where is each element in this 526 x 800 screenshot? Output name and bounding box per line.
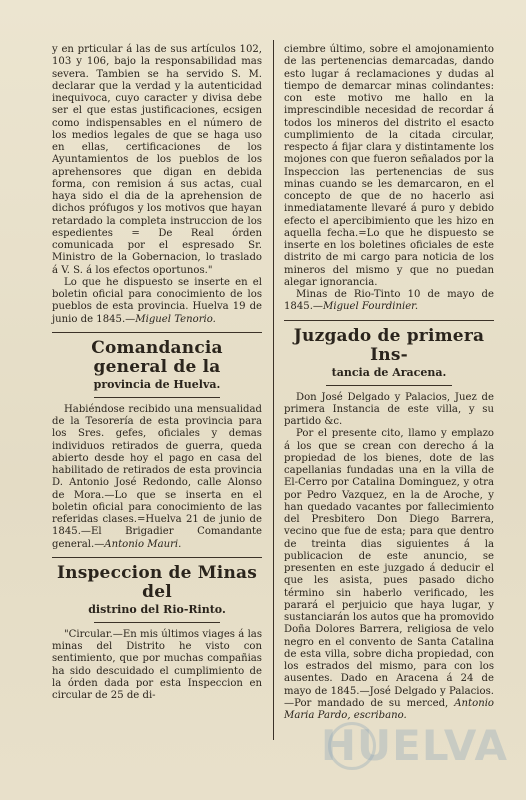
column-divider — [273, 40, 274, 740]
paragraph-emplazamiento — [284, 428, 494, 722]
publication-note-text: Lo que he dispuesto se inserte en el boletin oficial para conocimiento de los pueblos de esta provincia. Huelva 19 de junio de 1845.— — [52, 276, 262, 325]
signature-pardo: Antonio Maria Pardo, escribano. — [284, 697, 494, 721]
section-subtitle-inspeccion: distrino del Rio-Rinto. — [88, 602, 226, 616]
section-subdivider — [94, 622, 220, 623]
rio-tinto-date-text: Minas de Rio-Tinto 10 de mayo de 1845.— — [284, 289, 494, 313]
signature-tenorio: Miguel Tenorio. — [135, 313, 216, 325]
signature-fourdinier: Miguel Fourdinier. — [323, 301, 419, 313]
section-divider — [52, 557, 262, 558]
emplazamiento-text: Por el presente cito, llamo y emplazo á los que se crean con derecho á la propiedad de los bienes, dote de las capellanias fundadas una en la villa de El-Cerro por Catalina Dominguez, y otra por Pedro Vazquez, en la de Aroche, y han quedado vacantes por fallecimiento del Presbitero Don Diego Barrera, vecino que fue de esta; para que dentro de treinta dias siguientes á la publicacion de este anuncio, se presenten en este juzgado á deducir el que les asista, pues pasado dicho término sin haberlo verificado, les parará el perjuicio que haya lugar, y sustanciarán los autos que ha promovido Doña Dolores Barrera, religiosa de velo negro en el convento de Santa Catalina de esta villa, sobre dicha propiedad, con los estrados del mismo, para con los ausentes. Dado en Aracena á 24 de mayo de 1845.—José Delgado y Palacios.—Por mandado de su merced, — [284, 428, 494, 709]
section-subdivider — [94, 397, 220, 398]
section-title-inspeccion: Inspeccion de Minas del — [56, 562, 257, 602]
paragraph-rio-tinto-date — [284, 289, 494, 314]
section-title-comandancia: Comandancia general de la — [91, 337, 223, 377]
section-subtitle-juzgado: tancia de Aracena. — [331, 365, 447, 379]
paragraph-decree-end: y en prticular á las de sus artículos 102, 103 y 106, bajo la responsabilidad mas severa. Tambien se ha servido S. M. declarar que la verdad y la autenticidad inequivoca, cuyo caracter y divisa debe ser el que estas justificaciones, ecsigen como indispensables en el número de los medios legales de que se haga uso en ellas, certificaciones de los Ayuntamientos de los pueblos de los aprehensores que digan en debida forma, con remision á sus actas, cual haya sido el dia de la aprehension de dichos prófugos y los motivos que hayan retardado la completa instruccion de los espedientes = De Real órden comunicada por el espresado Sr. Ministro de la Gobernacion, lo traslado á V. S. á los efectos oportunos." — [52, 44, 262, 276]
section-divider — [284, 320, 494, 321]
paragraph-mensualidad — [52, 404, 262, 551]
right-column — [284, 44, 494, 722]
paragraph-circular-end: ciembre último, sobre el amojonamiento de las pertenencias demarcadas, dando esto lugar á reclamaciones y dudas al tiempo de demarcar minas colindantes: con este motivo me hallo en la imprescindible necesidad de recordar á todos los mineros del distrito el esacto cumplimiento de la citada circular, respecto á fijar clara y distintamente los mojones con que fueron señalados por la Inspeccion las pertenencias de sus minas cuando se les demarcaron, en el concepto de que de no hacerlo asi inmediatamente llevaré á puro y debido efecto el apercibimiento que les hizo en aquella fecha.=Lo que he dispuesto se inserte en los boletines oficiales de este distrito de mi cargo para noticia de los mineros del mismo y que no puedan alegar ignorancia. — [284, 44, 494, 288]
paragraph-publication-note — [52, 277, 262, 326]
paragraph-circular-start: "Circular.—En mis últimos viages á las minas del Distrito he visto con sentimiento, que por muchas compañias ha sido descuidado el cumplimiento de la órden dada por esta Inspeccion en circular de 25 de di- — [52, 628, 262, 701]
left-column — [52, 44, 262, 702]
watermark-logo: HUELVA — [320, 721, 508, 770]
paragraph-juez-intro: Don José Delgado y Palacios, Juez de primera Instancia de este villa, y su partido &c. — [284, 391, 494, 427]
mensualidad-text: Habiéndose recibido una mensualidad de la Tesorería de esta provincia para los Sres. gefes, oficiales y demas individuos retirados de guerra, queda abierto desde hoy el pago en casa del habilitado de retirados de esta provincia D. Antonio José Redondo, calle Alonso de Mora.—Lo que se inserta en el boletin oficial para conocimiento de las referidas clases.=Huelva 21 de junio de 1845.—El Brigadier Comandante general.— — [52, 403, 262, 550]
section-title-juzgado: Juzgado de primera Ins- — [293, 325, 485, 365]
section-subdivider — [326, 385, 452, 386]
signature-mauri: Antonio Mauri. — [104, 538, 182, 550]
section-subtitle-comandancia: provincia de Huelva. — [93, 377, 221, 391]
section-divider — [52, 332, 262, 333]
